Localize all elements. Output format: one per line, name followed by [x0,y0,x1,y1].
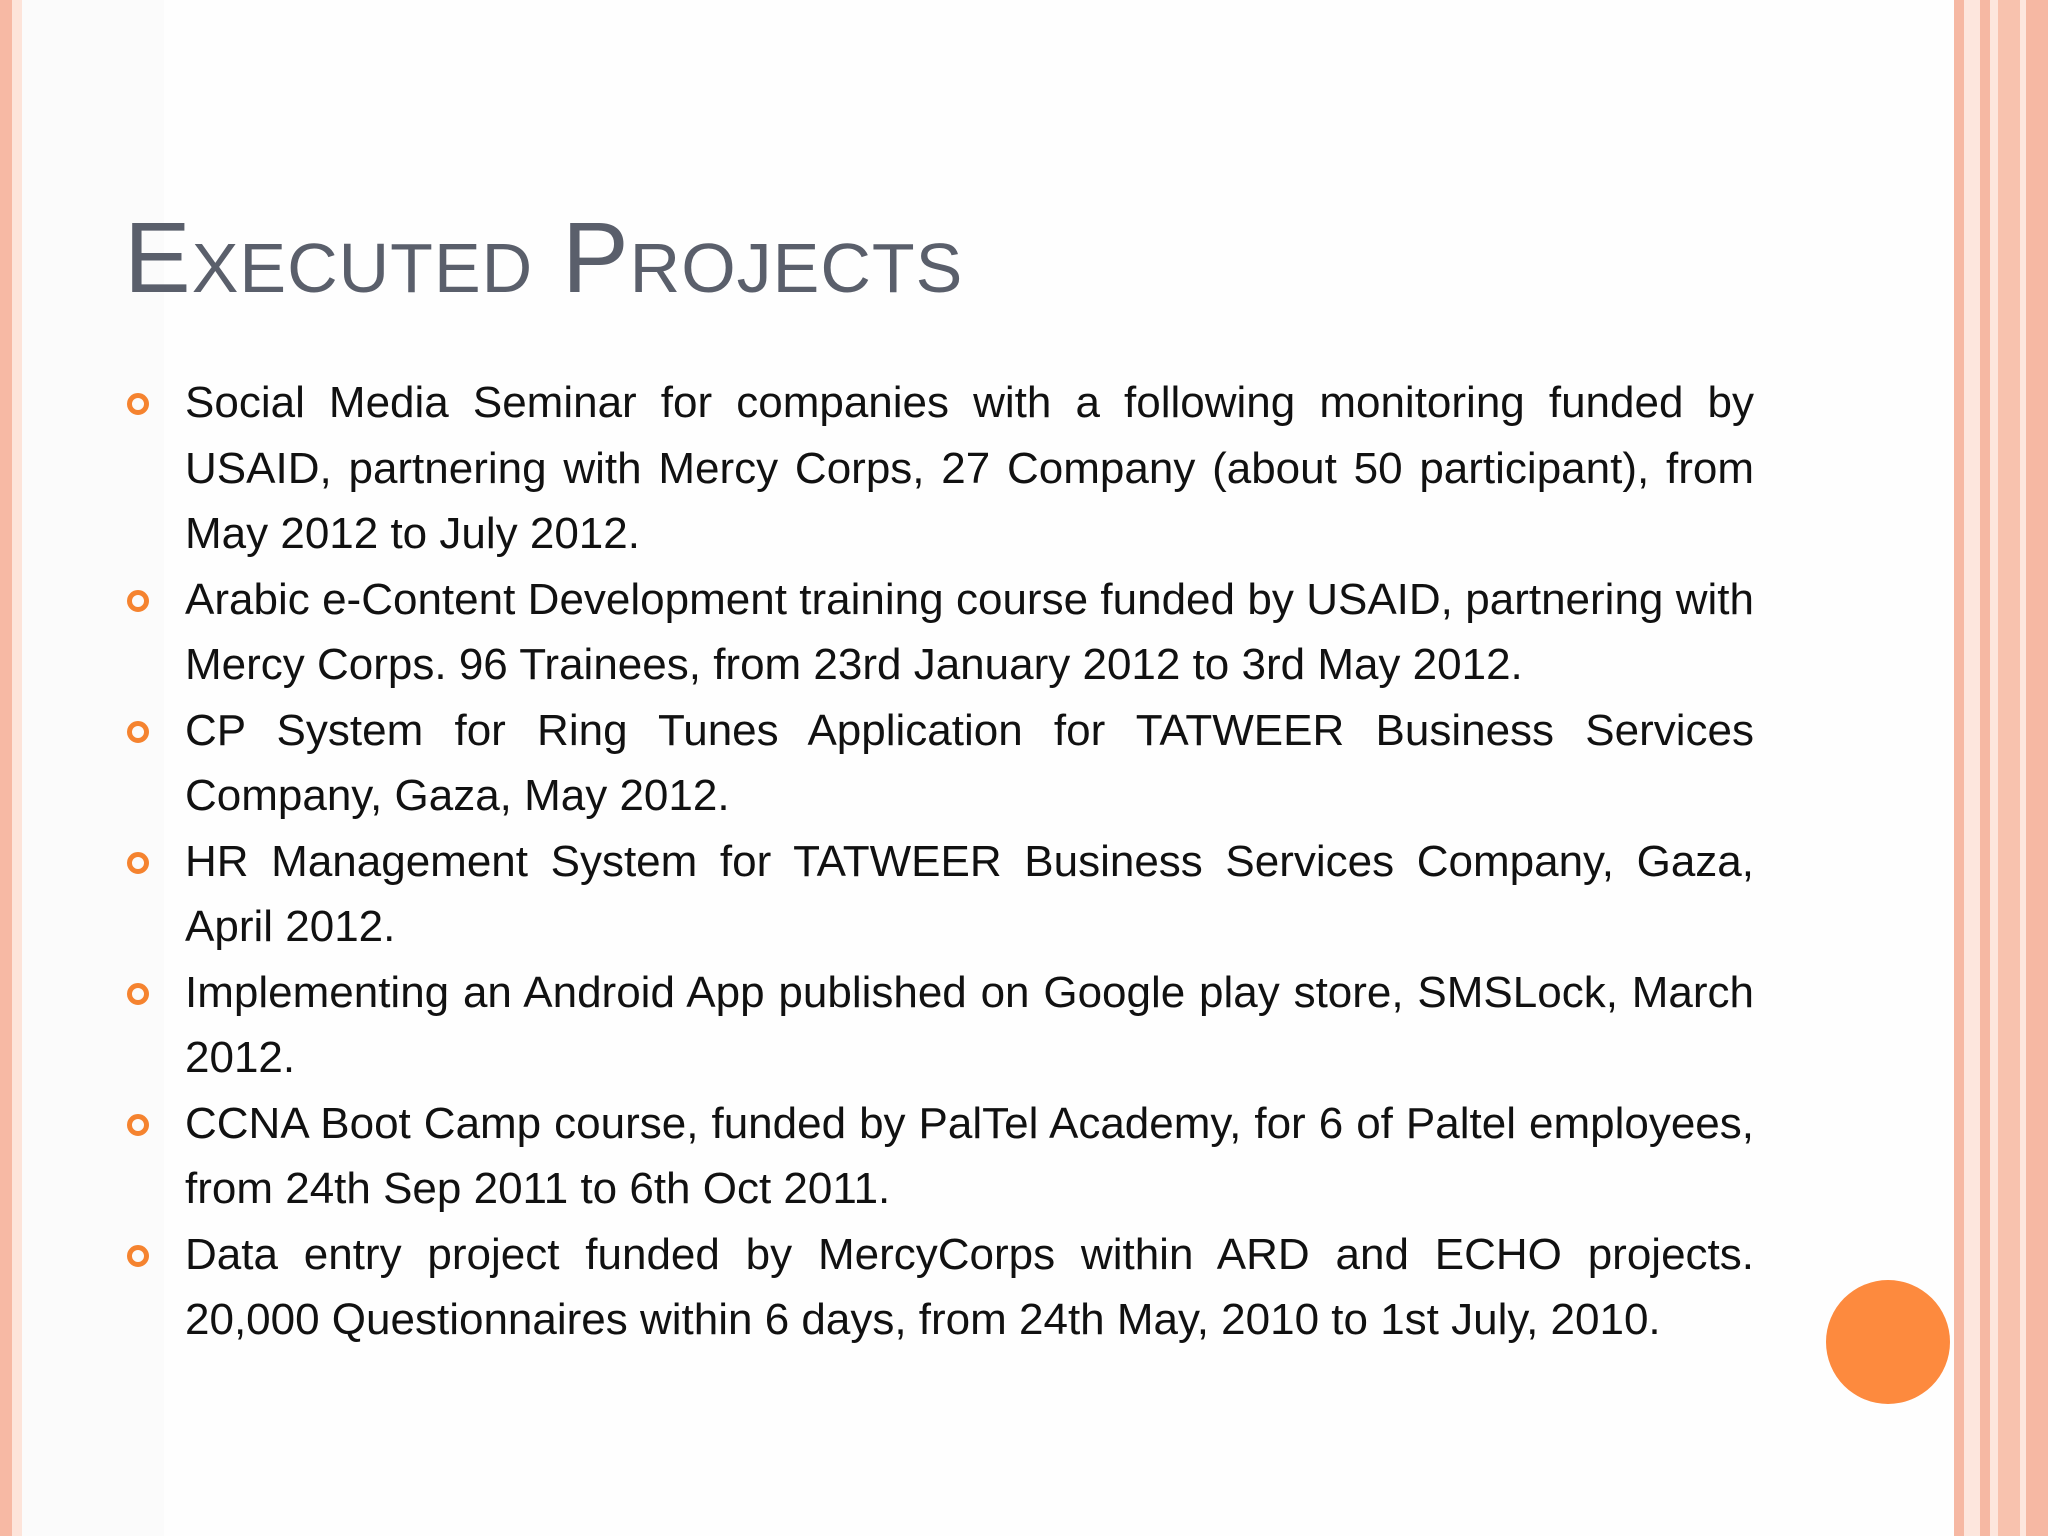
bullet-text: CP System for Ring Tunes Application for TATWEER Business Services Company, Gaza, May 2012. [185,705,1754,820]
right-border-stripe [2026,0,2048,1536]
left-border-inner [12,0,22,1536]
bullet-list [124,370,1754,1353]
bullet-text: Social Media Seminar for companies with a following monitoring funded by USAID, partnering with Mercy Corps, 27 Company (about 50 participant), from May 2012 to July 2012. [185,378,1754,558]
list-item [124,829,1754,960]
list-item [124,698,1754,829]
right-border-stripe [1980,0,1990,1536]
list-item [124,567,1754,698]
bullet-text: Implementing an Android App published on Google play store, SMSLock, March 2012. [185,967,1754,1082]
bullet-text: Arabic e-Content Development training course funded by USAID, partnering with Mercy Corps. 96 Trainees, from 23rd January 2012 to 3rd May 2012. [185,574,1754,689]
right-border-stripe [1954,0,1964,1536]
bullet-text: CCNA Boot Camp course, funded by PalTel Academy, for 6 of Paltel employees, from 24th Sep 2011 to 6th Oct 2011. [185,1098,1754,1213]
right-border-stripe [1998,0,2020,1536]
ring-bullet-icon [127,852,149,874]
ring-bullet-icon [127,1245,149,1267]
slide-title: Executed Projects [124,202,964,314]
list-item [124,960,1754,1091]
orange-circle-icon [1826,1280,1950,1404]
ring-bullet-icon [127,393,149,415]
ring-bullet-icon [127,983,149,1005]
list-item [124,1091,1754,1222]
left-border-stripe [0,0,12,1536]
ring-bullet-icon [127,1114,149,1136]
list-item [124,370,1754,567]
ring-bullet-icon [127,590,149,612]
bullet-text: Data entry project funded by MercyCorps within ARD and ECHO projects. 20,000 Questionnaires within 6 days, from 24th May, 2010 to 1st July, 2010. [185,1229,1754,1344]
bullet-text: HR Management System for TATWEER Business Services Company, Gaza, April 2012. [185,836,1754,951]
right-border-stripe [1964,0,1980,1536]
ring-bullet-icon [127,721,149,743]
right-border-stripe [1990,0,1998,1536]
list-item [124,1222,1754,1353]
